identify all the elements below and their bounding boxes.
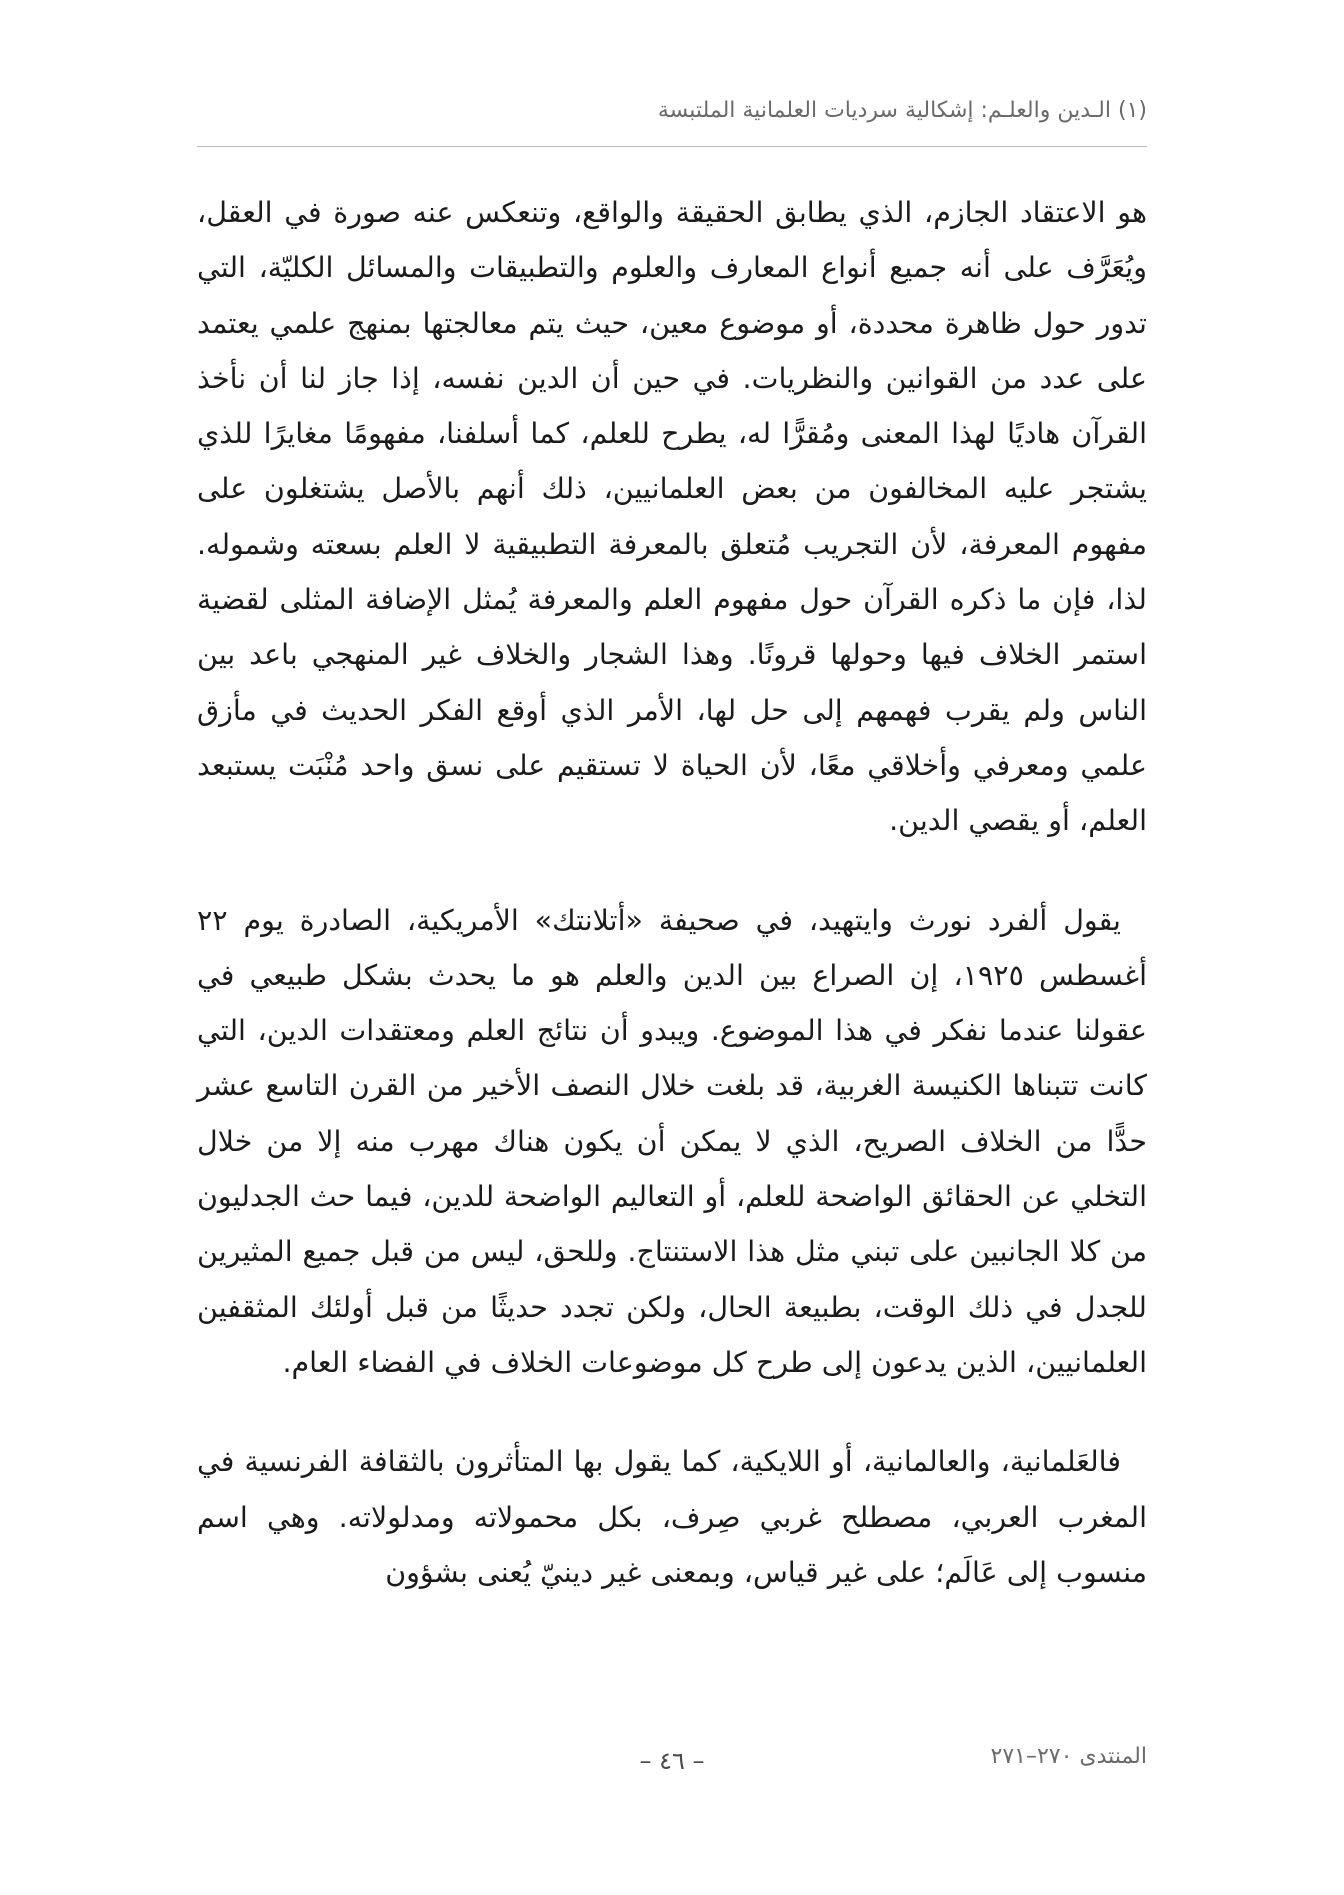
paragraph-spacer <box>197 1390 1147 1434</box>
page-number: – ٤٦ – <box>639 1747 705 1775</box>
journal-issue: المنتدى ٢٧٠–٢٧١ <box>990 1744 1147 1769</box>
paragraph-spacer <box>197 849 1147 893</box>
header-divider <box>197 146 1147 147</box>
paragraph-1: هو الاعتقاد الجازم، الذي يطابق الحقيقة والواقع، وتنعكس عنه صورة في العقل، ويُعَرَّف على أنه جميع أنواع المعارف والعلوم والتطبيقات والمسائل الكليّة، التي تدور حول ظاهرة محددة، أو موضوع معين، حيث يتم معالجتها بمنهج علمي يعتمد على عدد من القوانين والنظريات. في حين أن الدين نفسه، إذا جاز لنا أن نأخذ القرآن هاديًا لهذا المعنى ومُقرًّا له، يطرح للعلم، كما أسلفنا، مفهومًا مغايرًا للذي يشتجر عليه المخالفون من بعض العلمانيين، ذلك أنهم بالأصل يشتغلون على مفهوم المعرفة، لأن التجريب مُتعلق بالمعرفة التطبيقية لا العلم بسعته وشموله. لذا، فإن ما ذكره القرآن حول مفهوم العلم والمعرفة يُمثل الإضافة المثلى لقضية استمر الخلاف فيها وحولها قرونًا. وهذا الشجار والخلاف غير المنهجي باعد بين الناس ولم يقرب فهمهم إلى حل لها، الأمر الذي أوقع الفكر الحديث في مأزق علمي ومعرفي وأخلاقي معًا، لأن الحياة لا تستقيم على نسق واحد مُنْبَت يستبعد العلم، أو يقصي الدين. <box>197 196 1147 838</box>
running-header-title: (١) الـدين والعلـم: إشكالية سرديات العلمانية الملتبسة <box>657 98 1147 123</box>
article-body <box>197 185 1147 1600</box>
paragraph-2: يقول ألفرد نورث وايتهيد، في صحيفة «أتلانتك» الأمريكية، الصادرة يوم ٢٢ أغسطس ١٩٢٥، إن الصراع بين الدين والعلم هو ما يحدث بشكل طبيعي في عقولنا عندما نفكر في هذا الموضوع. ويبدو أن نتائج العلم ومعتقدات الدين، التي كانت تتبناها الكنيسة الغربية، قد بلغت خلال النصف الأخير من القرن التاسع عشر حدًّا من الخلاف الصريح، الذي لا يمكن أن يكون هناك مهرب منه إلا من خلال التخلي عن الحقائق الواضحة للعلم، أو التعاليم الواضحة للدين، فيما حث الجدليون من كلا الجانبين على تبني مثل هذا الاستنتاج. وللحق، ليس من قبل جميع المثيرين للجدل في ذلك الوقت، بطبيعة الحال، ولكن تجدد حديثًا من قبل أولئك المثقفين العلمانيين، الذين يدعون إلى طرح كل موضوعات الخلاف في الفضاء العام. <box>197 903 1147 1379</box>
paragraph-3: فالعَلمانية، والعالمانية، أو اللايكية، كما يقول بها المتأثرون بالثقافة الفرنسية في المغرب العربي، مصطلح غربي صِرف، بكل محمولاته ومدلولاته. وهي اسم منسوب إلى عَالَم؛ على غير قياس، وبمعنى غير دينيّ يُعنى بشؤون <box>197 1445 1147 1589</box>
